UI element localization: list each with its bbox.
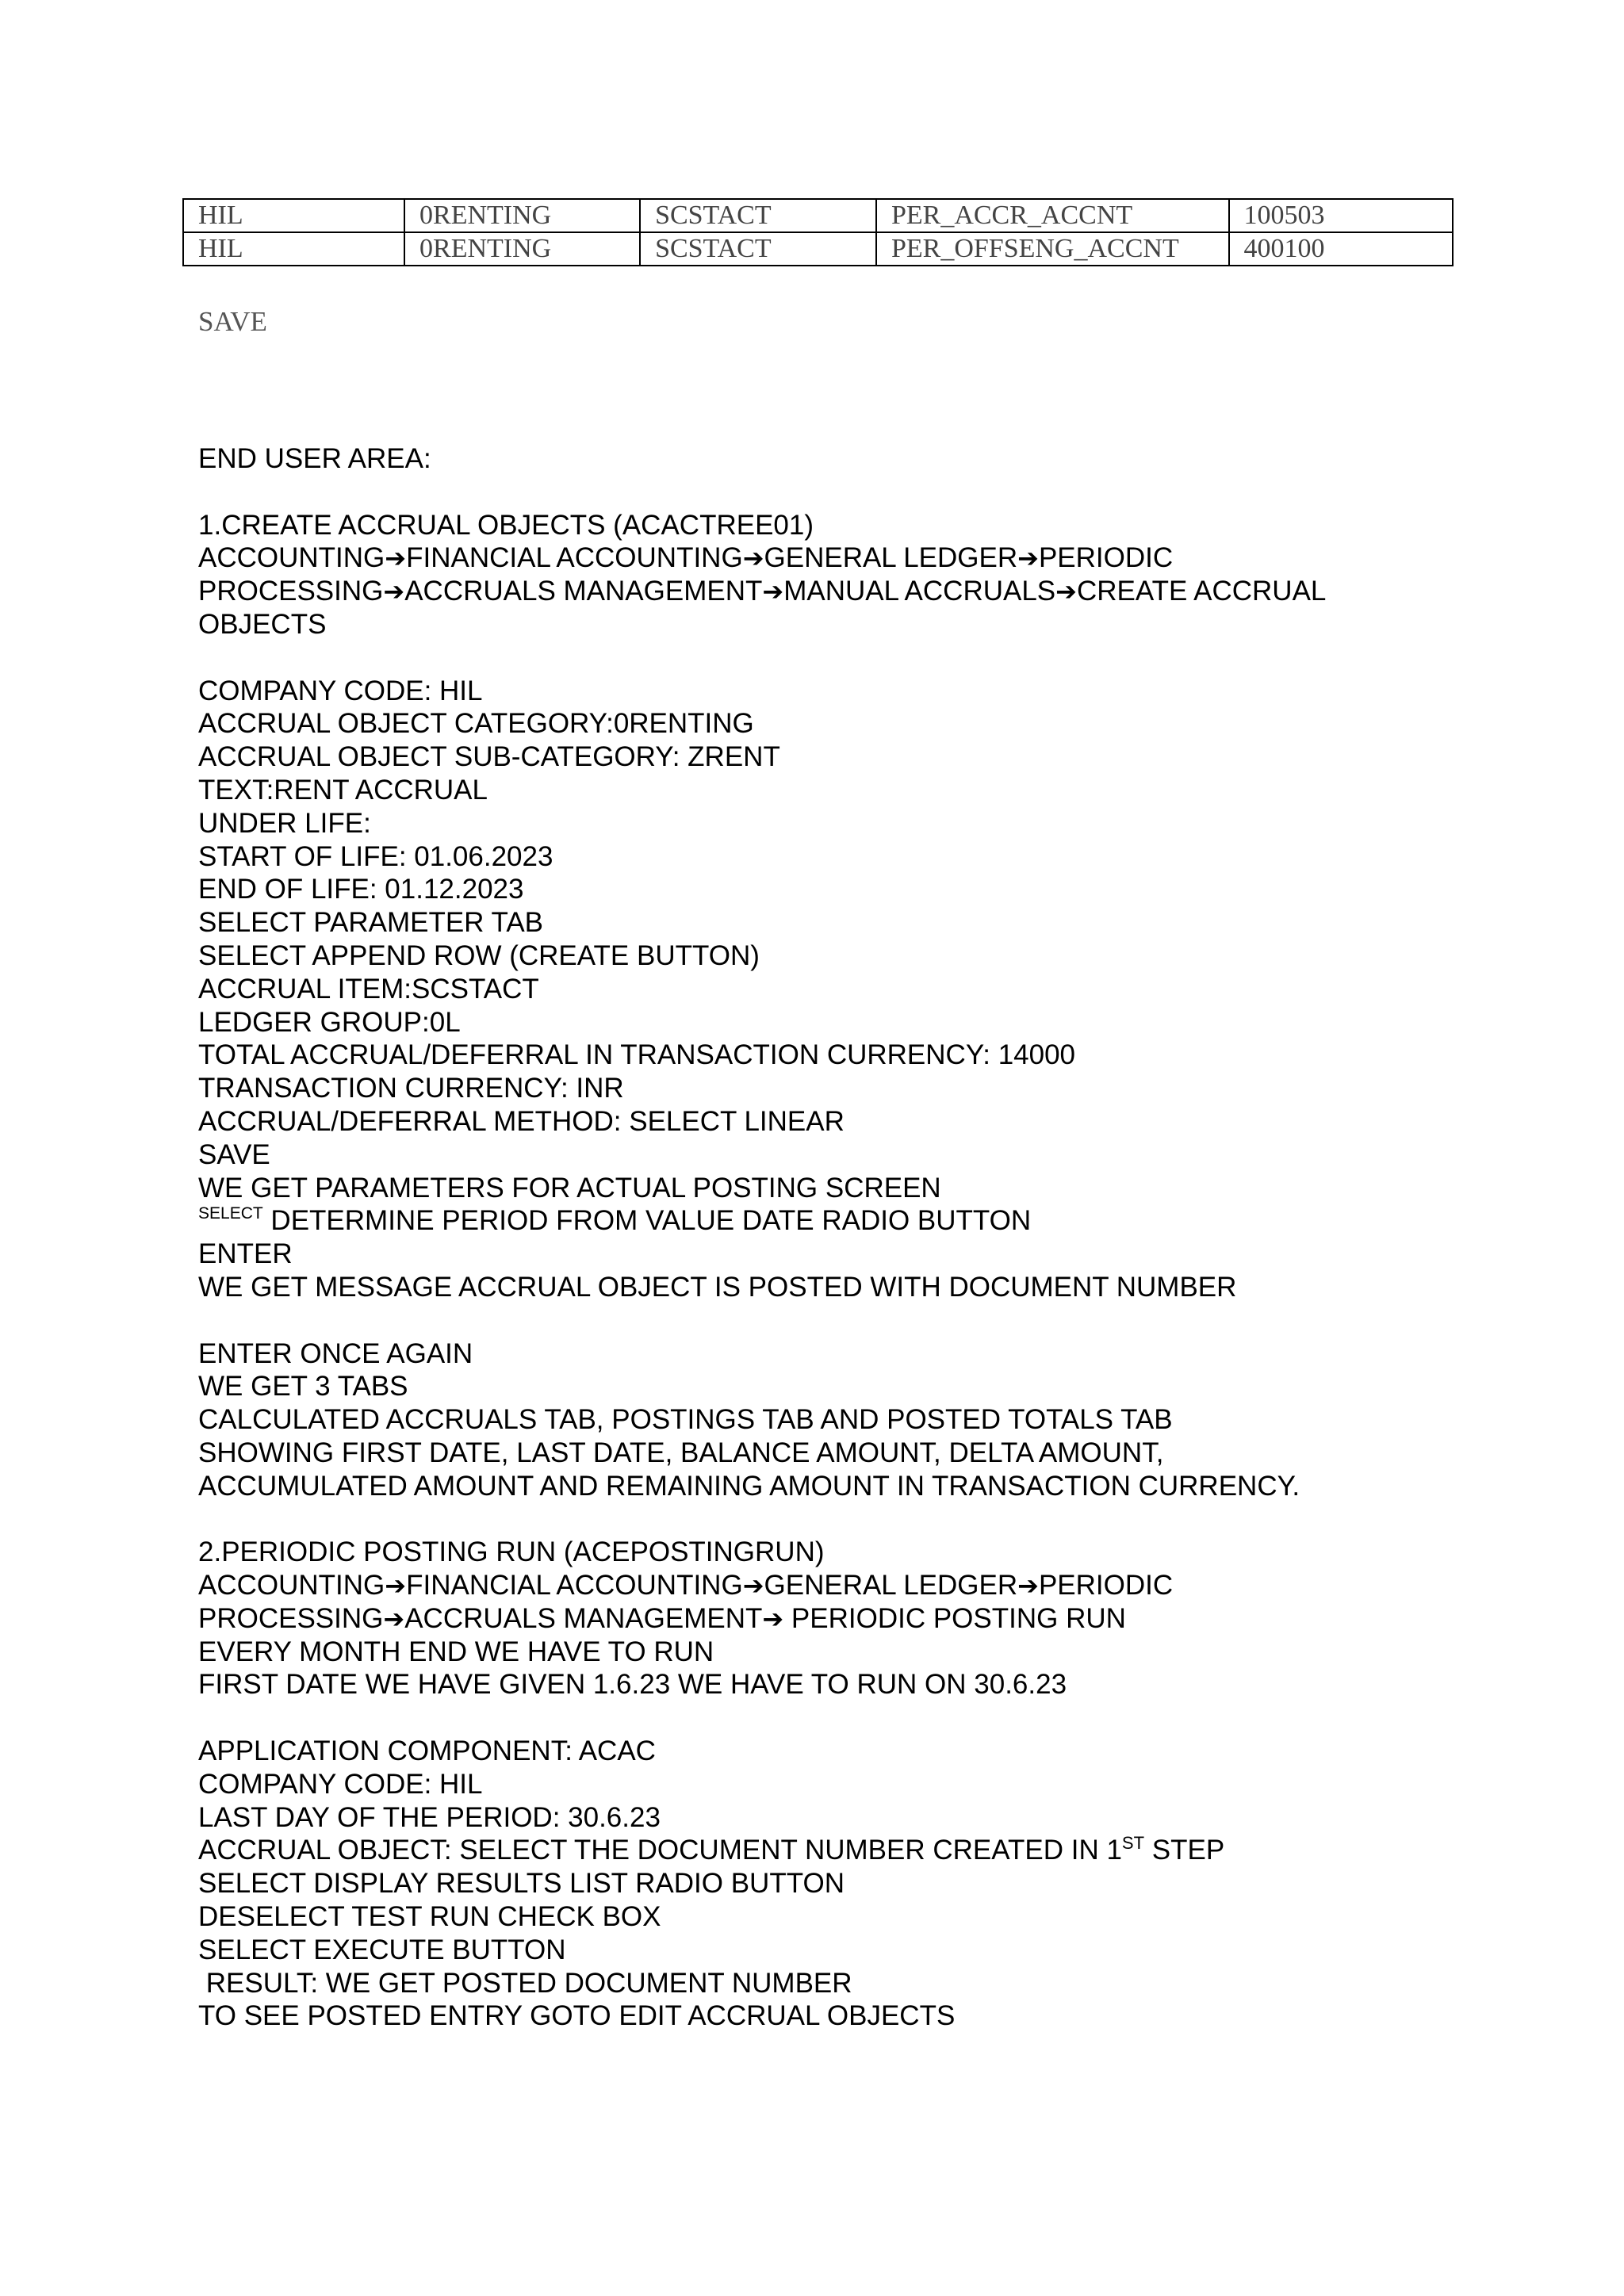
text-span: STEP: [1144, 1835, 1225, 1866]
text-line: ENTER: [198, 1238, 293, 1270]
path-segment: ACCRUALS MANAGEMENT: [404, 1602, 763, 1634]
text-line: COMPANY CODE: HIL: [198, 675, 483, 706]
text-line: ACCRUAL OBJECT SUB-CATEGORY: ZRENT: [198, 741, 780, 773]
section-title: 1.CREATE ACCRUAL OBJECTS (ACACTREE01): [198, 509, 814, 541]
table-row: [183, 199, 1453, 232]
text-line: LEDGER GROUP:0L: [198, 1006, 461, 1038]
table-cell: HIL: [183, 232, 404, 266]
path-segment: ACCRUALS MANAGEMENT: [404, 576, 763, 607]
text-line: TO SEE POSTED ENTRY GOTO EDIT ACCRUAL OBJECTS: [198, 2000, 956, 2032]
menu-path-line: [198, 1569, 1467, 1602]
path-segment: GENERAL LEDGER: [764, 1570, 1018, 1601]
arrow-icon: ➔: [742, 543, 764, 574]
section-heading: END USER AREA:: [198, 443, 431, 474]
arrow-icon: ➔: [762, 576, 784, 607]
path-segment: MANUAL ACCRUALS: [783, 576, 1056, 607]
text-line: ACCRUAL ITEM:SCSTACT: [198, 973, 539, 1004]
text-line: [198, 1204, 1467, 1238]
table-cell: 0RENTING: [404, 232, 640, 266]
text-line: WE GET 3 TABS: [198, 1371, 408, 1402]
text-line: START OF LIFE: 01.06.2023: [198, 840, 553, 872]
arrow-icon: ➔: [762, 1603, 784, 1634]
menu-path-line: OBJECTS: [198, 608, 327, 640]
table-cell: 100503: [1229, 199, 1453, 232]
text-line: SHOWING FIRST DATE, LAST DATE, BALANCE AMOUNT, DELTA AMOUNT,: [198, 1437, 1164, 1468]
text-line: SELECT DISPLAY RESULTS LIST RADIO BUTTON: [198, 1868, 845, 1900]
arrow-icon: ➔: [1055, 576, 1077, 607]
path-segment: ACCOUNTING: [198, 1570, 385, 1601]
menu-path-line: [198, 575, 1467, 608]
path-segment: ACCOUNTING: [198, 542, 385, 574]
path-segment: PROCESSING: [198, 576, 384, 607]
table-row: [183, 232, 1453, 266]
path-segment: FINANCIAL ACCOUNTING: [406, 1570, 743, 1601]
text-line: SELECT EXECUTE BUTTON: [198, 1934, 566, 1965]
text-line: ACCRUAL OBJECT CATEGORY:0RENTING: [198, 708, 754, 740]
menu-path-line: [198, 541, 1467, 575]
arrow-icon: ➔: [742, 1571, 764, 1601]
table-cell: PER_OFFSENG_ACCNT: [876, 232, 1229, 266]
table-cell: SCSTACT: [640, 199, 876, 232]
text-line: FIRST DATE WE HAVE GIVEN 1.6.23 WE HAVE TO RUN ON 30.6.23: [198, 1669, 1067, 1701]
text-line: TRANSACTION CURRENCY: INR: [198, 1073, 624, 1104]
table-cell: 0RENTING: [404, 199, 640, 232]
text-line: ENTER ONCE AGAIN: [198, 1337, 473, 1369]
text-line: APPLICATION COMPONENT: ACAC: [198, 1735, 656, 1767]
text-line: TOTAL ACCRUAL/DEFERRAL IN TRANSACTION CURRENCY: 14000: [198, 1039, 1076, 1071]
text-line: UNDER LIFE:: [198, 807, 371, 839]
table-cell: SCSTACT: [640, 232, 876, 266]
text-line: TEXT:RENT ACCRUAL: [198, 774, 488, 806]
path-segment: PERIODIC POSTING RUN: [783, 1602, 1126, 1634]
text-line: WE GET PARAMETERS FOR ACTUAL POSTING SCREEN: [198, 1172, 941, 1203]
end-user-area-content: [198, 442, 1467, 2033]
path-segment: PERIODIC: [1038, 542, 1174, 574]
text-line: LAST DAY OF THE PERIOD: 30.6.23: [198, 1801, 661, 1833]
text-line: DESELECT TEST RUN CHECK BOX: [198, 1901, 661, 1933]
text-line: SELECT APPEND ROW (CREATE BUTTON): [198, 939, 760, 971]
path-segment: GENERAL LEDGER: [764, 542, 1018, 574]
arrow-icon: ➔: [383, 576, 405, 607]
text-line: END OF LIFE: 01.12.2023: [198, 874, 524, 905]
text-line: ACCUMULATED AMOUNT AND REMAINING AMOUNT IN TRANSACTION CURRENCY.: [198, 1470, 1300, 1502]
save-label: SAVE: [198, 306, 267, 337]
text-line: WE GET MESSAGE ACCRUAL OBJECT IS POSTED WITH DOCUMENT NUMBER: [198, 1271, 1237, 1303]
arrow-icon: ➔: [383, 1603, 405, 1634]
account-assignment-table: [182, 198, 1454, 266]
table-cell: 400100: [1229, 232, 1453, 266]
text-line: SAVE: [198, 1138, 270, 1170]
arrow-icon: ➔: [385, 1571, 407, 1601]
table-cell: PER_ACCR_ACCNT: [876, 199, 1229, 232]
text-line: CALCULATED ACCRUALS TAB, POSTINGS TAB AND POSTED TOTALS TAB: [198, 1404, 1173, 1436]
text-line: RESULT: WE GET POSTED DOCUMENT NUMBER: [198, 1967, 852, 1999]
path-segment: PERIODIC: [1038, 1570, 1174, 1601]
text-line: ACCRUAL/DEFERRAL METHOD: SELECT LINEAR: [198, 1105, 845, 1137]
arrow-icon: ➔: [1017, 1571, 1039, 1601]
text-line: [198, 1834, 1467, 1867]
path-segment: PROCESSING: [198, 1602, 384, 1634]
text-line: SELECT PARAMETER TAB: [198, 907, 544, 939]
text-line: COMPANY CODE: HIL: [198, 1768, 483, 1800]
text-span: DETERMINE PERIOD FROM VALUE DATE RADIO BUTTON: [262, 1205, 1032, 1237]
text-span: ACCRUAL OBJECT: SELECT THE DOCUMENT NUMBER CREATED IN 1: [198, 1835, 1122, 1866]
section-title: 2.PERIODIC POSTING RUN (ACEPOSTINGRUN): [198, 1536, 825, 1568]
table-cell: HIL: [183, 199, 404, 232]
path-segment: CREATE ACCRUAL: [1076, 576, 1327, 607]
arrow-icon: ➔: [1017, 543, 1039, 574]
arrow-icon: ➔: [385, 543, 407, 574]
menu-path-line: [198, 1602, 1467, 1636]
superscript: ST: [1121, 1833, 1145, 1854]
small-select-text: SELECT: [198, 1204, 263, 1223]
path-segment: FINANCIAL ACCOUNTING: [406, 542, 743, 574]
text-line: EVERY MONTH END WE HAVE TO RUN: [198, 1636, 714, 1667]
